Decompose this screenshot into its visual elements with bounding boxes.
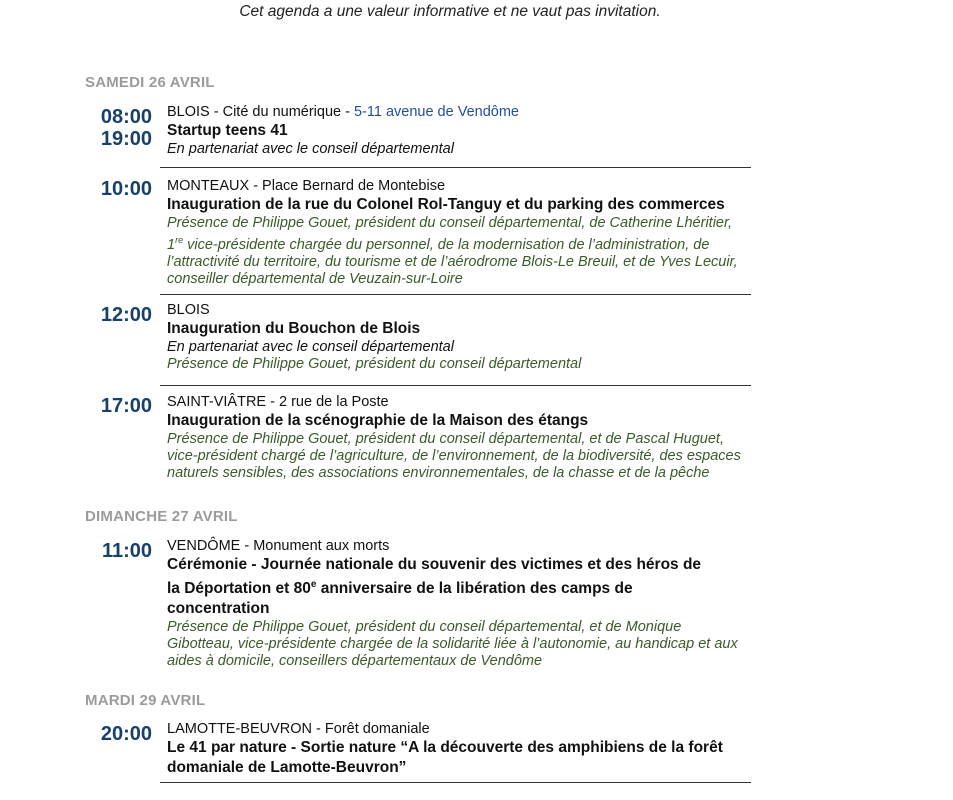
event-location: SAINT-VIÂTRE - 2 rue de la Poste [167,394,389,410]
event-title: Inauguration du Bouchon de Blois [167,320,421,337]
event-location: MONTEAUX - Place Bernard de Montebise [167,178,446,194]
disclaimer-notice: Cet agenda a une valeur informative et ne vaut pas invitation. [239,3,661,20]
divider [160,385,751,386]
event-title: domaniale de Lamotte-Beuvron” [167,759,407,776]
event-time: 17:00 [100,395,152,417]
event-presence: Gibotteau, vice-présidente chargée de la solidarité liée à l’autonomie, au handicap et aux [167,636,738,653]
event-title: concentration [167,600,270,618]
event-partner: En partenariat avec le conseil départemental [167,339,454,355]
event-presence: aides à domicile, conseillers départementaux de Vendôme [167,653,543,670]
event-address: 5-11 avenue de Vendôme [353,104,519,120]
event-body [167,721,757,778]
event-location: VENDÔME - Monument aux morts [167,538,390,554]
event-time: 10:00 [100,178,152,200]
event-time: 20:00 [100,723,152,745]
event-presence: 1re vice-présidente chargée du personnel, de la modernisation de l’administration, de [167,235,710,253]
event-title: la Déportation et 80e anniversaire de la libération des camps de [167,579,633,598]
divider [160,167,751,168]
event-time: 11:00 [101,540,152,562]
event-partner: En partenariat avec le conseil départemental [167,141,454,157]
event-body [167,104,757,158]
divider [160,782,751,783]
event-body [167,394,757,482]
event-presence: Présence de Philippe Gouet, président du conseil départemental [167,356,582,372]
event-presence: Présence de Philippe Gouet, président du conseil départemental, et de Monique [167,619,682,636]
event-time-end: 19:00 [100,128,152,150]
event-title: Inauguration de la scénographie de la Maison des étangs [167,412,589,429]
event-body [167,538,757,670]
event-presence: l’attractivité du territoire, du tourisme et de l’aérodrome Blois-Le Breuil, et de Yves Lecuir, [167,253,738,270]
event-title: Startup teens 41 [167,122,288,139]
day-heading: MARDI 29 AVRIL [85,692,206,709]
event-presence: naturels sensibles, des associations environnementales, de la chasse et de la pêche [167,465,710,481]
event-location-name: BLOIS - Cité du numérique - [167,104,354,120]
day-heading: SAMEDI 26 AVRIL [85,74,215,91]
event-location: BLOIS [167,302,210,318]
event-body [167,302,757,373]
day-heading: DIMANCHE 27 AVRIL [85,508,238,525]
event-body [167,178,757,288]
event-title: Le 41 par nature - Sortie nature “A la découverte des amphibiens de la forêt [167,739,723,756]
event-title: Cérémonie - Journée nationale du souvenir des victimes et des héros de [167,556,702,573]
event-presence: Présence de Philippe Gouet, président du conseil départemental, et de Pascal Huguet, [167,431,724,447]
divider [160,294,751,295]
event-presence: conseiller départemental de Veuzain-sur-Loire [167,270,463,287]
event-time: 12:00 [100,304,152,326]
event-time: 08:00 [100,106,152,128]
event-presence: Présence de Philippe Gouet, président du conseil départemental, de Catherine Lhéritier, [167,215,733,231]
event-location [167,104,757,121]
event-presence: vice-président chargé de l’agriculture, de l’environnement, de la biodiversité, des espaces [167,448,741,464]
event-title: Inauguration de la rue du Colonel Rol-Tanguy et du parking des commerces [167,196,725,213]
event-location: LAMOTTE-BEUVRON - Forêt domaniale [167,721,430,737]
